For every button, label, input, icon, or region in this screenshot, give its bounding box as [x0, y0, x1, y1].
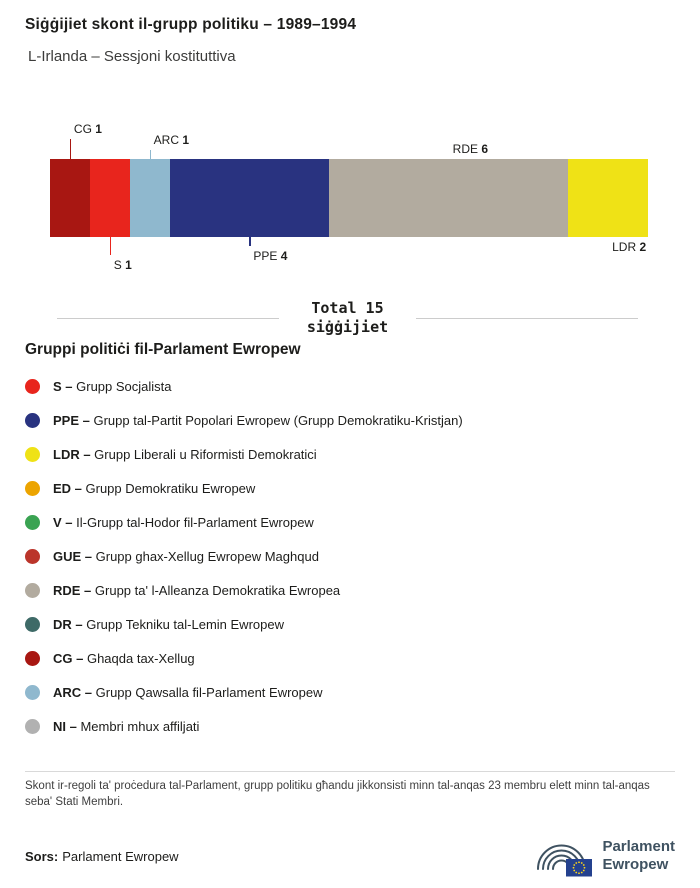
legend-label: ARC – Grupp Qawsalla fil-Parlament Ewropew — [53, 684, 323, 700]
legend-label: V – Il-Grupp tal-Hodor fil-Parlament Ewropew — [53, 514, 314, 530]
legend-label: PPE – Grupp tal-Partit Popolari Ewropew (Grupp Demokratiku-Kristjan) — [53, 412, 463, 428]
seat-chart — [50, 115, 648, 285]
logo-line2: Ewropew — [602, 856, 669, 874]
legend — [0, 337, 700, 743]
segment-label-ppe: PPE 4 — [253, 249, 288, 263]
legend-swatch-cg — [25, 651, 40, 666]
header — [0, 0, 700, 65]
ep-hemicycle-flag-icon — [535, 834, 593, 878]
legend-label: DR – Grupp Tekniku tal-Lemin Ewropew — [53, 616, 284, 632]
legend-item-ni — [25, 709, 675, 743]
legend-label: GUE – Grupp ghax-Xellug Ewropew Maghqud — [53, 548, 319, 564]
legend-title: Gruppi politiċi fil-Parlament Ewropew — [25, 341, 301, 359]
legend-label: NI – Membri mhux affiljati — [53, 718, 200, 734]
segment-label-cg: CG 1 — [73, 122, 102, 136]
footer — [0, 771, 700, 878]
label-line-s — [110, 237, 112, 255]
legend-swatch-ni — [25, 719, 40, 734]
divider-left — [57, 318, 279, 319]
bar-segment-ldr — [568, 159, 648, 237]
legend-item-ldr — [25, 437, 675, 471]
legend-label: LDR – Grupp Liberali u Riformisti Demokratici — [53, 446, 317, 462]
legend-swatch-v — [25, 515, 40, 530]
total-line2: siġġijiet — [306, 318, 389, 337]
legend-item-s — [25, 369, 675, 403]
legend-label: ED – Grupp Demokratiku Ewropew — [53, 480, 256, 496]
source — [25, 849, 179, 864]
footnote: Skont ir-regoli ta' proċedura tal-Parlament, grupp politiku għandu jikkonsisti minn tal-anqas 23 membru elett minn tal-anqas seba' Stati Membri. — [25, 780, 650, 808]
segment-label-ldr: LDR 2 — [612, 240, 647, 254]
logo-line1: Parlament — [602, 838, 675, 856]
legend-label: S – Grupp Socjalista — [53, 378, 172, 394]
legend-swatch-arc — [25, 685, 40, 700]
legend-item-rde — [25, 573, 675, 607]
legend-swatch-ed — [25, 481, 40, 496]
ep-logo-text — [602, 838, 675, 875]
legend-swatch-s — [25, 379, 40, 394]
segment-label-arc: ARC 1 — [153, 133, 190, 147]
label-line-ppe — [249, 237, 251, 246]
divider-right — [416, 318, 638, 319]
footer-divider — [25, 771, 675, 772]
ep-logo — [535, 834, 675, 878]
bar-segment-cg — [50, 159, 90, 237]
label-line-arc — [150, 150, 152, 159]
page-title: Siġġijiet skont il-grupp politiku – 1989–1994 — [25, 16, 357, 33]
legend-item-v — [25, 505, 675, 539]
legend-swatch-ppe — [25, 413, 40, 428]
total-line1: Total 15 — [311, 299, 384, 317]
legend-swatch-dr — [25, 617, 40, 632]
bar-segment-arc — [130, 159, 170, 237]
legend-label: RDE – Grupp ta' l-Alleanza Demokratika Ewropea — [53, 582, 341, 598]
legend-item-ed — [25, 471, 675, 505]
page-subtitle: L-Irlanda – Sessjoni kostituttiva — [28, 48, 236, 65]
bar-segment-s — [90, 159, 130, 237]
bar-segment-rde — [329, 159, 568, 237]
segment-label-s: S 1 — [113, 258, 132, 272]
total-row — [57, 299, 638, 337]
legend-label: CG – Ghaqda tax-Xellug — [53, 650, 195, 666]
stacked-bar — [50, 159, 648, 237]
segment-label-rde: RDE 6 — [452, 142, 489, 156]
source-label: Sors: — [25, 848, 59, 864]
bar-segment-ppe — [170, 159, 329, 237]
bottom-row — [25, 834, 675, 878]
legend-item-ppe — [25, 403, 675, 437]
source-value: Parlament Ewropew — [62, 848, 179, 864]
legend-item-arc — [25, 675, 675, 709]
legend-item-dr — [25, 607, 675, 641]
legend-item-gue — [25, 539, 675, 573]
label-line-cg — [70, 139, 72, 159]
legend-item-cg — [25, 641, 675, 675]
total-label — [279, 299, 416, 337]
legend-list — [25, 369, 675, 743]
legend-swatch-rde — [25, 583, 40, 598]
legend-swatch-ldr — [25, 447, 40, 462]
legend-swatch-gue — [25, 549, 40, 564]
